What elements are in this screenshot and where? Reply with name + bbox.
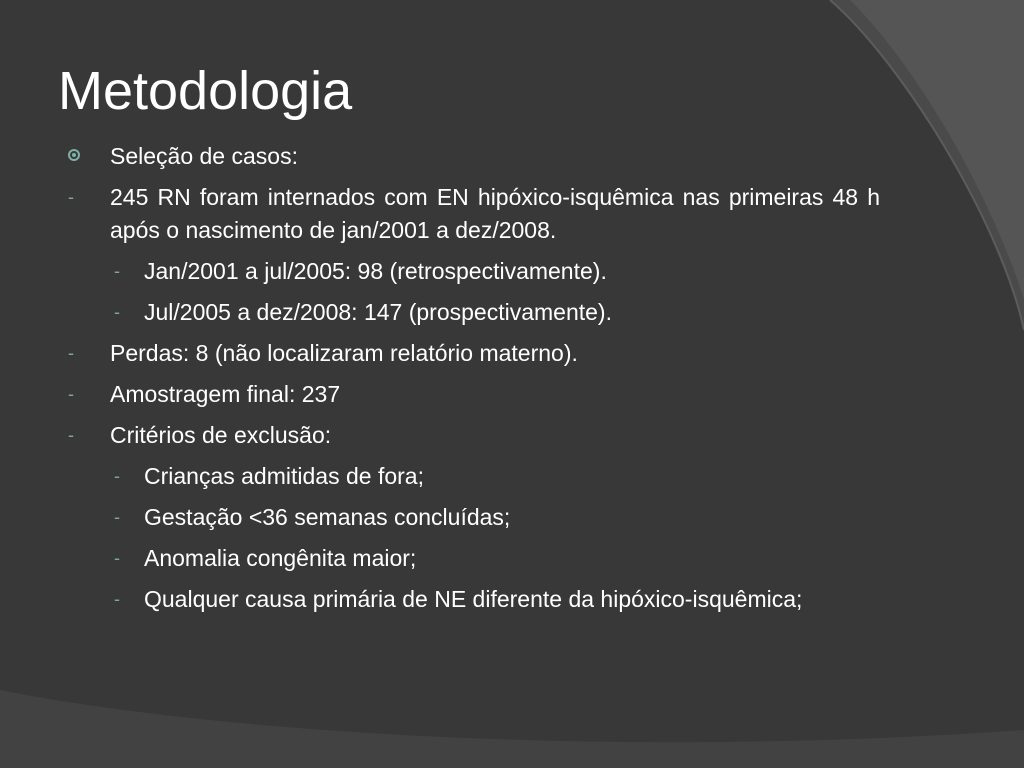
- dash-bullet-icon: -: [114, 589, 120, 609]
- bullet-item: [64, 419, 880, 452]
- target-bullet-icon: [68, 149, 80, 161]
- bullet-text: Jan/2001 a jul/2005: 98 (retrospectivamente).: [144, 258, 607, 284]
- dash-bullet-icon: -: [114, 507, 120, 527]
- dash-bullet-icon: -: [114, 548, 120, 568]
- dash-bullet-icon: -: [114, 466, 120, 486]
- bullet-text: Anomalia congênita maior;: [144, 545, 417, 571]
- bullet-text: Amostragem final: 237: [110, 381, 341, 407]
- bullet-list: [64, 140, 880, 624]
- bullet-text: Jul/2005 a dez/2008: 147 (prospectivamente).: [144, 299, 612, 325]
- bullet-item: [64, 140, 880, 173]
- bullet-item: [64, 378, 880, 411]
- bullet-item: [64, 296, 880, 329]
- bullet-item: [64, 181, 880, 247]
- bullet-text: Crianças admitidas de fora;: [144, 463, 424, 489]
- bullet-item: [64, 255, 880, 288]
- bullet-text: Critérios de exclusão:: [110, 422, 332, 448]
- bullet-item: [64, 337, 880, 370]
- bullet-item: [64, 583, 880, 616]
- dash-bullet-icon: -: [114, 261, 120, 281]
- bullet-text: Gestação <36 semanas concluídas;: [144, 504, 511, 530]
- bullet-text: 245 RN foram internados com EN hipóxico-isquêmica nas primeiras 48 h após o nascimento de jan/2001 a dez/2008.: [110, 184, 880, 243]
- bullet-item: [64, 501, 880, 534]
- bullet-text: Perdas: 8 (não localizaram relatório materno).: [110, 340, 578, 366]
- bullet-item: [64, 460, 880, 493]
- dash-bullet-icon: -: [68, 425, 74, 445]
- dash-bullet-icon: -: [68, 343, 74, 363]
- dash-bullet-icon: -: [68, 384, 74, 404]
- bullet-item: [64, 542, 880, 575]
- bullet-text: Seleção de casos:: [110, 143, 298, 169]
- bullet-text: Qualquer causa primária de NE diferente da hipóxico-isquêmica;: [144, 586, 803, 612]
- dash-bullet-icon: -: [114, 302, 120, 322]
- slide-title: Metodologia: [58, 61, 353, 121]
- dash-bullet-icon: -: [68, 187, 74, 207]
